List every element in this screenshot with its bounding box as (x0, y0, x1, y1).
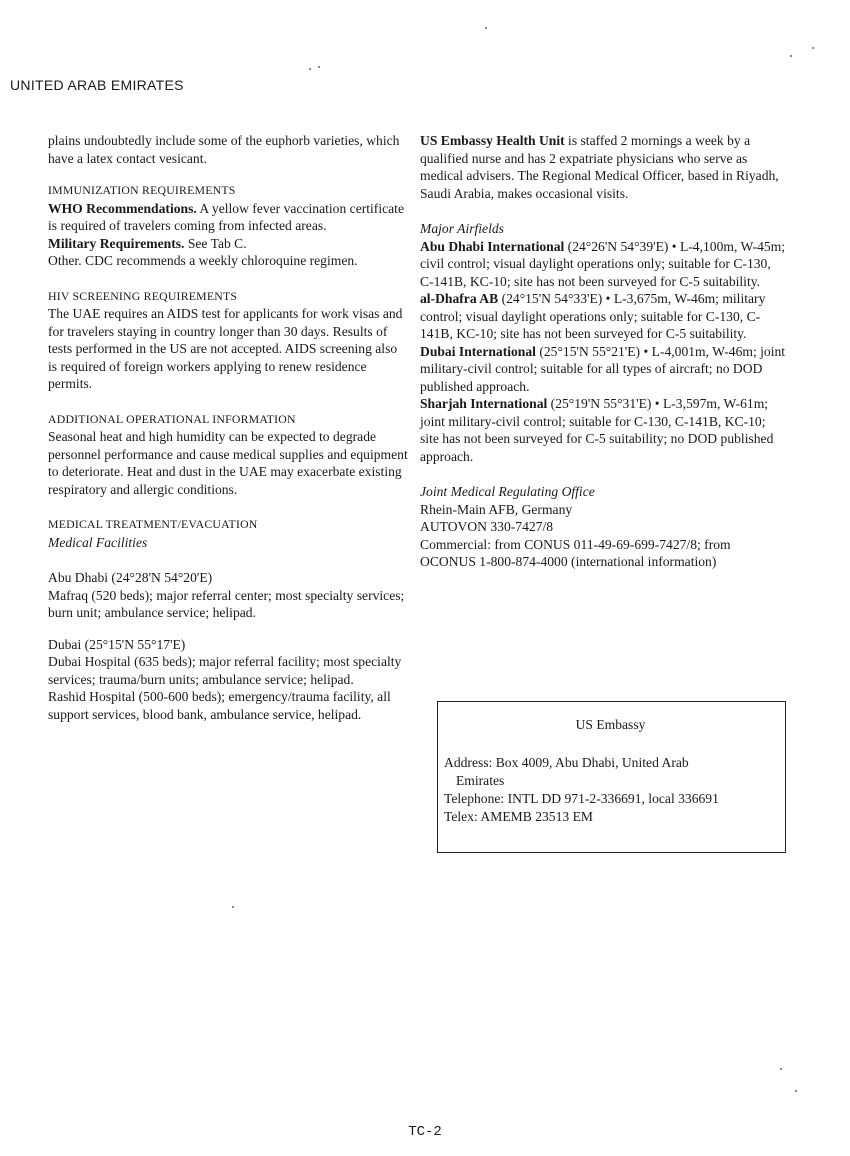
jmro-heading: Joint Medical Regulating Office (420, 484, 595, 499)
embassy-address (444, 754, 777, 772)
left-column (48, 132, 408, 723)
airfield-name: Abu Dhabi International (420, 238, 565, 254)
other-requirements (48, 252, 408, 270)
airfield-item (420, 238, 786, 291)
airfield-item (420, 395, 786, 465)
airfield-details: (25°19'N 55°31'E) • L-3,597m, W-61m; joint military-civil control; suitable for C-130, C-141B, KC-10; site has not been surveyed for C-5 suitability; no DOD published approach. (420, 396, 774, 464)
embassy-telephone (444, 790, 777, 808)
scan-speck (780, 1068, 782, 1070)
scan-speck (812, 47, 814, 49)
intro-paragraph: plains undoubtedly include some of the euphorb varieties, which have a latex contact vesicant. (48, 133, 400, 166)
hiv-paragraph: The UAE requires an AIDS test for applicants for work visas and for travelers staying in country longer than 30 days. Results of tests performed in the US are not accepted. AIDS screening also is required of foreign workers applying to renew residence permits. (48, 306, 403, 391)
airfield-details: (24°26'N 54°39'E) • L-4,100m, W-45m; civil control; visual daylight operations only; suitable for C-130, C-141B, KC-10; site has not been surveyed for C-5 suitability. (420, 238, 786, 289)
scan-speck (795, 1090, 797, 1092)
page-number: TC-2 (408, 1124, 442, 1140)
medical-treatment-heading: MEDICAL TREATMENT/EVACUATION (48, 517, 258, 531)
telephone-label: Telephone: (444, 791, 505, 806)
other-label: Other. (48, 253, 82, 268)
mafraq-hospital: Mafraq (520 beds); major referral center; most specialty services; burn unit; ambulance service; helipad. (48, 587, 405, 620)
dubai-location: Dubai (25°15'N 55°17'E) (48, 636, 186, 652)
scan-speck (232, 906, 234, 908)
address-value: Box 4009, Abu Dhabi, United Arab (492, 755, 689, 770)
scan-speck (309, 68, 311, 70)
airfield-name: Sharjah International (420, 396, 548, 411)
telephone-value: INTL DD 971-2-336691, local 336691 (504, 791, 719, 806)
military-requirements-label: Military Requirements. (48, 235, 185, 251)
embassy-health-unit-label: US Embassy Health Unit (420, 133, 565, 148)
airfield-details: (24°15'N 54°33'E) • L-3,675m, W-46m; military control; visual daylight operations only; suitable for C-130, C-141B, KC-10; site has not been surveyed for C-5 suitability. (420, 291, 766, 341)
jmro-autovon: AUTOVON 330-7427/8 (420, 519, 554, 534)
embassy-health-unit-text: is staffed 2 mornings a week by a qualified nurse and has 2 expatriate physicians who serve as medical advisers. The Regional Medical Officer, based in Riyadh, Saudi Arabia, makes occasional visits. (420, 133, 779, 201)
medical-facilities-subheading: Medical Facilities (48, 534, 148, 550)
airfield-details: (25°15'N 55°21'E) • L-4,001m, W-46m; joint military-civil control; suitable for all types of aircraft; no DOD published approach. (420, 343, 786, 394)
airfield-item (420, 343, 786, 396)
additional-info-paragraph: Seasonal heat and high humidity can be expected to degrade personnel performance and cause medical supplies and equipment to deteriorate. Heat and dust in the UAE may exacerbate existing respiratory and allergic conditions. (48, 429, 408, 497)
jmro-commercial: Commercial: from CONUS 011-49-69-699-7427/8; from OCONUS 1-800-874-4000 (international information) (420, 536, 731, 569)
embassy-health-unit (420, 132, 786, 202)
telex-value: AMEMB 23513 EM (477, 809, 593, 824)
who-recommendations-label: WHO Recommendations. (48, 200, 197, 216)
address-label: Address: (444, 755, 493, 770)
scan-speck (318, 66, 320, 68)
airfield-item (420, 290, 786, 343)
airfield-name: al-Dhafra AB (420, 291, 499, 306)
airfield-name: Dubai International (420, 343, 536, 359)
immunization-heading: IMMUNIZATION REQUIREMENTS (48, 183, 236, 197)
us-embassy-box (437, 701, 786, 853)
military-requirements-text: See Tab C. (184, 235, 247, 251)
embassy-telex (444, 808, 777, 826)
hiv-heading: HIV SCREENING REQUIREMENTS (48, 288, 238, 303)
jmro-location: Rhein-Main AFB, Germany (420, 501, 573, 517)
scan-speck (485, 27, 487, 29)
major-airfields-heading: Major Airfields (420, 221, 504, 236)
military-requirements (48, 235, 408, 253)
dubai-hospital: Dubai Hospital (635 beds); major referral facility; most specialty services; trauma/burn units; ambulance service; helipad. (48, 654, 402, 687)
who-recommendations-text: A yellow fever vaccination certificate is required of travelers coming from infected areas. (48, 200, 404, 233)
rashid-hospital: Rashid Hospital (500-600 beds); emergency/trauma facility, all support services, blood bank, ambulance service, helipad. (48, 689, 391, 722)
page-header-country: UNITED ARAB EMIRATES (10, 77, 184, 93)
abu-dhabi-location: Abu Dhabi (24°28'N 54°20'E) (48, 570, 213, 585)
scan-speck (790, 55, 792, 57)
embassy-address-cont: Emirates (456, 773, 505, 788)
us-embassy-title: US Embassy (575, 717, 646, 732)
other-text: CDC recommends a weekly chloroquine regimen. (81, 253, 358, 268)
who-recommendations (48, 200, 408, 235)
telex-label: Telex: (444, 809, 478, 824)
additional-info-heading: ADDITIONAL OPERATIONAL INFORMATION (48, 411, 296, 426)
right-column (420, 132, 786, 571)
